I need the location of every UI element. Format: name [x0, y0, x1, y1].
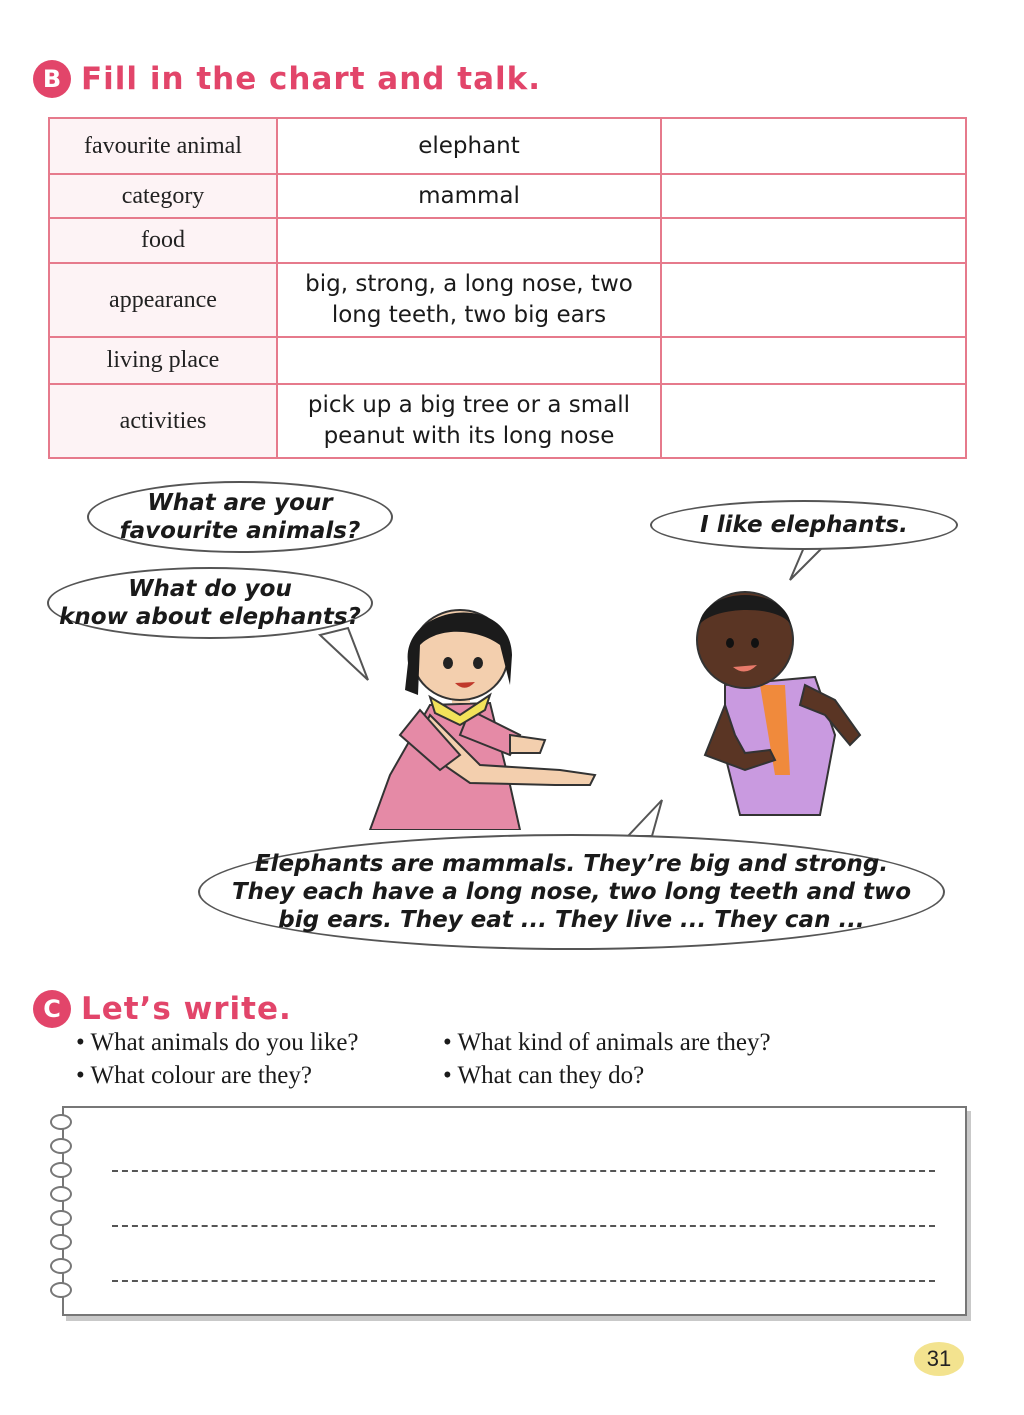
- bubble-know-question: [47, 567, 373, 639]
- spiral-ring-icon: [50, 1162, 72, 1178]
- value-line: long teeth, two big ears: [331, 302, 607, 328]
- spiral-ring-icon: [50, 1186, 72, 1202]
- value-line: elephant: [418, 132, 520, 159]
- writing-line[interactable]: [112, 1170, 935, 1172]
- writing-line[interactable]: [112, 1280, 935, 1282]
- page-number: 31: [914, 1342, 964, 1376]
- girl-illustration: [360, 585, 610, 830]
- spiral-ring-icon: [50, 1114, 72, 1130]
- bubble-line: Elephants are mammals. They’re big and strong.: [254, 851, 889, 877]
- writing-notebook[interactable]: [62, 1106, 967, 1316]
- tail-a1: [790, 545, 825, 580]
- bubble-like-answer: [650, 500, 958, 550]
- chart-row-label: favourite animal: [49, 118, 277, 174]
- spiral-ring-icon: [50, 1210, 72, 1226]
- bubble-elephant-facts: [198, 834, 945, 950]
- chart-row-label: appearance: [49, 263, 277, 337]
- bubble-line: big ears. They eat ... They live ... They can ...: [278, 907, 865, 933]
- spiral-ring-icon: [50, 1282, 72, 1298]
- bubble-line: favourite animals?: [119, 518, 361, 544]
- bubble-line: What are your: [147, 490, 333, 516]
- writing-line[interactable]: [112, 1225, 935, 1227]
- bubble-line: They each have a long nose, two long teeth and two: [231, 879, 912, 905]
- value-line: peanut with its long nose: [323, 423, 615, 449]
- chart-row-label: food: [49, 218, 277, 263]
- spiral-ring-icon: [50, 1258, 72, 1274]
- chart-row-label: activities: [49, 384, 277, 458]
- value-line: mammal: [418, 182, 520, 209]
- bubble-line: What do you: [128, 576, 292, 602]
- prompt-item: • What animals do you like?: [76, 1029, 359, 1056]
- boy-illustration: [685, 585, 875, 820]
- prompt-item: • What can they do?: [443, 1062, 645, 1089]
- prompt-item: • What kind of animals are they?: [443, 1029, 771, 1056]
- tail-a2: [628, 800, 662, 836]
- chart-row-label: category: [49, 174, 277, 218]
- section-c-badge: C: [33, 990, 71, 1028]
- chart-row-label: living place: [49, 337, 277, 384]
- section-b-title: Fill in the chart and talk.: [81, 61, 542, 97]
- spiral-ring-icon: [50, 1138, 72, 1154]
- bubble-line: I like elephants.: [700, 512, 908, 538]
- spiral-ring-icon: [50, 1234, 72, 1250]
- section-c-title: Let’s write.: [81, 991, 292, 1027]
- bubble-line: know about elephants?: [59, 604, 361, 630]
- value-line: big, strong, a long nose, two: [305, 271, 633, 297]
- section-b-badge: B: [33, 60, 71, 98]
- section-c-heading: [33, 990, 292, 1028]
- bubble-favourite-question: [87, 481, 393, 553]
- value-line: pick up a big tree or a small: [307, 392, 631, 418]
- prompt-item: • What colour are they?: [76, 1062, 312, 1089]
